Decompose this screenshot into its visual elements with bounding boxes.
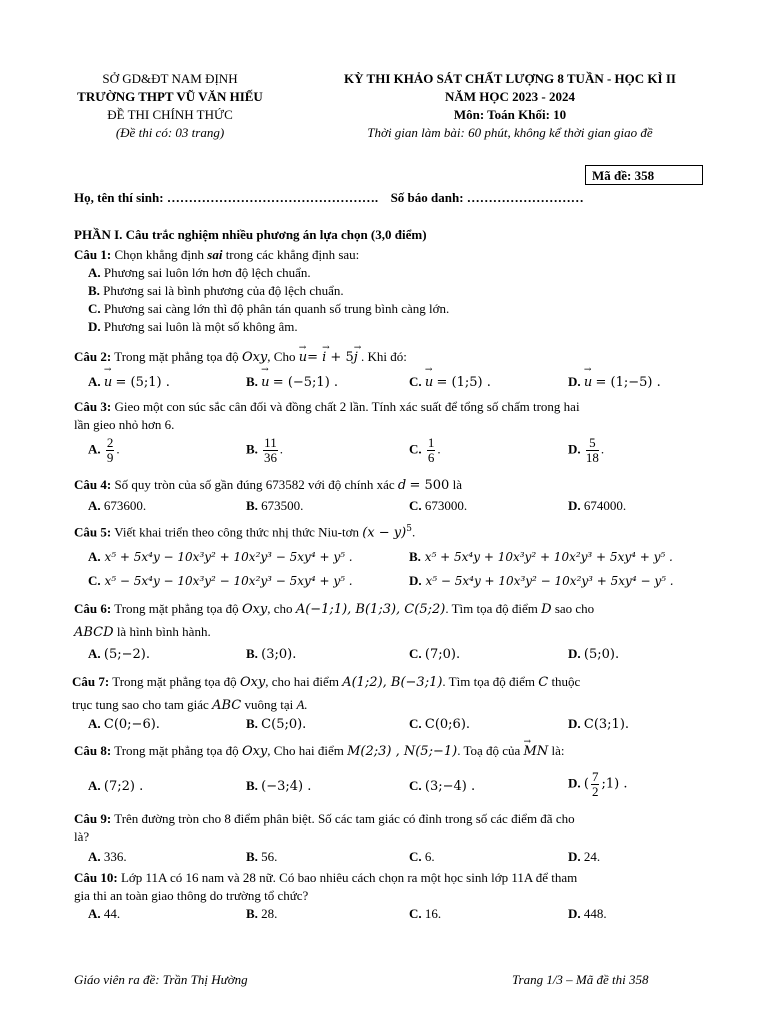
section-title: PHẦN I. Câu trắc nghiệm nhiều phương án lựa chọn (3,0 điểm) bbox=[74, 227, 427, 242]
option-letter: D. bbox=[568, 646, 581, 661]
option-text: x⁵ + 5x⁴y + 10x³y² + 10x²y³ + 5xy⁴ + y⁵ . bbox=[424, 550, 673, 564]
option-letter: C. bbox=[409, 778, 422, 793]
question-9 bbox=[74, 810, 698, 846]
math-d: d bbox=[397, 478, 407, 493]
option-text: 674000. bbox=[583, 498, 627, 513]
math-points: A(1;2), B(−3;1) bbox=[342, 675, 443, 690]
math-c: C bbox=[538, 675, 549, 690]
option-text: 28. bbox=[261, 906, 278, 921]
option-letter: A. bbox=[88, 441, 101, 457]
q5-option-a[interactable] bbox=[88, 549, 353, 565]
question-label: Câu 9: bbox=[74, 811, 112, 826]
q6-option-b[interactable] bbox=[246, 646, 296, 662]
question-text: Gieo một con súc sắc cân đối và đồng chất 2 lần. Tính xác suất để tổng số chấm trong hai bbox=[114, 399, 580, 414]
school-year: NĂM HỌC 2023 - 2024 bbox=[445, 89, 575, 104]
question-text: trong các khẳng định sau: bbox=[222, 247, 360, 262]
question-7 bbox=[72, 673, 698, 715]
question-label: Câu 1: bbox=[74, 247, 112, 262]
vector-u: → u bbox=[299, 349, 307, 367]
official-exam-label: ĐỀ THI CHÍNH THỨC bbox=[107, 107, 233, 122]
option-text: 448. bbox=[583, 906, 607, 921]
fraction bbox=[586, 436, 599, 465]
student-id-field[interactable]: Số báo danh: ……………………… bbox=[390, 190, 584, 205]
option-letter: B. bbox=[246, 441, 258, 457]
question-text: là hình bình hành. bbox=[116, 624, 211, 639]
question-text: . Tìm tọa độ điểm bbox=[445, 601, 538, 616]
option-d[interactable] bbox=[74, 318, 698, 336]
question-1 bbox=[74, 246, 698, 336]
question-8 bbox=[74, 742, 698, 761]
option-letter: D. bbox=[568, 374, 581, 389]
q8-option-b[interactable] bbox=[246, 778, 311, 794]
option-letter: D. bbox=[568, 849, 581, 864]
option-letter: C. bbox=[409, 646, 422, 661]
q8-option-c[interactable] bbox=[409, 778, 475, 794]
question-text: , Cho bbox=[267, 349, 296, 364]
option-letter: A. bbox=[88, 549, 101, 564]
q10-option-a[interactable] bbox=[88, 906, 120, 922]
option-text: 44. bbox=[103, 906, 121, 921]
question-text: Trên đường tròn cho 8 điểm phân biệt. Số các tam giác có đỉnh trong số các điểm đã cho bbox=[114, 811, 575, 826]
option-letter: D. bbox=[568, 906, 581, 921]
question-label: Câu 6: bbox=[74, 601, 112, 616]
option-letter: D. bbox=[568, 498, 581, 513]
fraction bbox=[106, 436, 115, 465]
question-label: Câu 4: bbox=[74, 477, 112, 492]
math-plus: + 5 bbox=[326, 350, 354, 365]
q5-option-d[interactable] bbox=[409, 573, 674, 589]
q3-option-d[interactable]: D. $\frac{5}{18}$ . bbox=[568, 435, 605, 465]
option-text: Phương sai luôn lớn hơn độ lệch chuẩn. bbox=[103, 265, 311, 280]
option-letter: C. bbox=[409, 849, 422, 864]
option-text: x⁵ − 5x⁴y − 10x³y² − 10x²y³ − 5xy⁴ + y⁵ . bbox=[104, 574, 353, 588]
q5-option-b[interactable] bbox=[409, 549, 673, 565]
q8-option-d[interactable] bbox=[568, 770, 627, 799]
q6-option-c[interactable] bbox=[409, 646, 460, 662]
option-text: (−3;4) . bbox=[261, 779, 312, 794]
q2-option-c[interactable] bbox=[409, 374, 491, 390]
subject-line: Môn: Toán Khối: 10 bbox=[453, 107, 567, 122]
vector-u: → u bbox=[261, 375, 269, 390]
option-text: 673600. bbox=[103, 498, 147, 513]
emphasis-text: sai bbox=[207, 247, 223, 262]
question-label: Câu 8: bbox=[74, 743, 112, 758]
q9-option-b[interactable] bbox=[246, 849, 277, 865]
math-points: M(2;3) , N(5;−1) bbox=[347, 744, 458, 759]
question-4 bbox=[74, 476, 698, 495]
q6-option-d[interactable] bbox=[568, 646, 619, 662]
q5-option-c[interactable] bbox=[88, 573, 353, 589]
option-letter: B. bbox=[246, 498, 258, 513]
option-text: ;1) . bbox=[601, 776, 628, 792]
option-letter: C. bbox=[88, 573, 101, 588]
question-text: Trong mặt phẳng tọa độ bbox=[114, 349, 239, 364]
option-letter: B. bbox=[88, 283, 100, 298]
question-text: là? bbox=[74, 829, 90, 844]
question-text: là: bbox=[551, 743, 565, 758]
numerator: 5 bbox=[586, 436, 599, 451]
option-text: (7;0). bbox=[424, 647, 461, 662]
option-letter: B. bbox=[246, 906, 258, 921]
q10-option-d[interactable] bbox=[568, 906, 607, 922]
option-text: C(3;1). bbox=[583, 717, 630, 732]
question-text: Viết khai triển theo công thức nhị thức Niu-tơn bbox=[114, 524, 359, 540]
header-right bbox=[290, 70, 730, 142]
vector-mn: → MN bbox=[524, 743, 549, 761]
numerator: 2 bbox=[106, 435, 114, 450]
q6-option-a[interactable] bbox=[88, 646, 150, 662]
denominator: 2 bbox=[591, 784, 599, 799]
question-text: Lớp 11A có 16 nam và 28 nữ. Có bao nhiêu cách chọn ra một học sinh lớp 11A để tham bbox=[120, 870, 578, 885]
option-text: (7;2) . bbox=[103, 779, 144, 794]
option-letter: B. bbox=[246, 646, 258, 661]
q9-option-a[interactable] bbox=[88, 849, 127, 865]
question-text: , cho hai điểm bbox=[265, 674, 339, 689]
option-letter: D. bbox=[409, 573, 422, 588]
q4-option-d[interactable] bbox=[568, 498, 626, 514]
option-text: Phương sai luôn là một số không âm. bbox=[103, 319, 298, 334]
math-oxy: Oxy bbox=[239, 675, 266, 690]
math-points: A(−1;1), B(1;3), C(5;2) bbox=[295, 602, 446, 617]
question-text: Số quy tròn của số gần đúng 673582 với độ chính xác bbox=[114, 477, 395, 492]
question-5: Câu 5: Viết khai triển theo công thức nhị thức Niu-tơn $(x - y)^5$. bbox=[74, 524, 416, 541]
q7-option-c[interactable] bbox=[409, 716, 470, 732]
option-text: (3;−4) . bbox=[424, 779, 476, 794]
denominator: 9 bbox=[106, 450, 114, 465]
fraction bbox=[263, 436, 278, 465]
question-text: vuông tại bbox=[244, 697, 294, 712]
q3-option-c[interactable]: C. $\frac{1}{6}$ . bbox=[409, 435, 441, 465]
q10-option-b[interactable] bbox=[246, 906, 277, 922]
question-label: Câu 7: bbox=[72, 674, 110, 689]
q4-option-a[interactable] bbox=[88, 498, 146, 514]
option-text: Phương sai càng lớn thì độ phân tán quanh số trung bình càng lớn. bbox=[103, 301, 450, 316]
footer-page-number: Trang 1/3 – Mã đề thi 358 bbox=[512, 972, 649, 987]
page-count-note: (Đề thi có: 03 trang) bbox=[115, 125, 225, 140]
option-letter: D. bbox=[88, 319, 101, 334]
question-text: . Toạ độ của bbox=[457, 743, 521, 758]
q7-option-d[interactable] bbox=[568, 716, 629, 732]
option-text: 16. bbox=[424, 906, 442, 921]
option-letter: B. bbox=[246, 374, 258, 389]
fraction bbox=[427, 436, 436, 465]
q4-option-c[interactable] bbox=[409, 498, 467, 514]
option-letter: B. bbox=[246, 778, 258, 793]
option-letter: A. bbox=[88, 716, 101, 731]
option-text: C(0;−6). bbox=[103, 717, 160, 732]
q9-option-d[interactable] bbox=[568, 849, 600, 865]
question-label: Câu 2: bbox=[74, 349, 112, 364]
option-text: C(0;6). bbox=[424, 717, 471, 732]
math-eq: = bbox=[307, 350, 323, 365]
option-text: x⁵ + 5x⁴y − 10x³y² + 10x²y³ − 5xy⁴ + y⁵ . bbox=[104, 550, 353, 564]
header-left bbox=[40, 70, 300, 142]
exam-title: KỲ THI KHẢO SÁT CHẤT LƯỢNG 8 TUẦN - HỌC KÌ II bbox=[344, 71, 676, 86]
option-text: 673000. bbox=[424, 498, 468, 513]
option-text: Phương sai là bình phương của độ lệch chuẩn. bbox=[103, 283, 344, 298]
question-text: , cho bbox=[267, 601, 293, 616]
option-letter: C. bbox=[409, 441, 422, 457]
question-2 bbox=[74, 348, 698, 367]
option-text: = (−5;1) . bbox=[272, 375, 339, 390]
option-letter: A. bbox=[88, 374, 101, 389]
math-value: = 500 bbox=[409, 478, 450, 493]
math-oxy: Oxy bbox=[241, 744, 268, 759]
math-oxy: Oxy bbox=[241, 350, 268, 365]
option-letter: C. bbox=[88, 301, 101, 316]
option-letter: A. bbox=[88, 849, 101, 864]
option-text: (5;0). bbox=[583, 647, 620, 662]
option-text: = (1;5) . bbox=[436, 375, 491, 390]
option-letter: D. bbox=[568, 441, 581, 457]
question-3 bbox=[74, 398, 698, 434]
vector-u: → u bbox=[104, 375, 112, 390]
question-text: thuộc bbox=[551, 674, 581, 689]
option-text: 24. bbox=[583, 849, 601, 864]
school-name: TRƯỜNG THPT VŨ VĂN HIẾU bbox=[77, 89, 263, 104]
option-letter: A. bbox=[88, 906, 101, 921]
vector-u: → u bbox=[425, 375, 433, 390]
option-letter: A. bbox=[88, 646, 101, 661]
math-d: D bbox=[541, 602, 552, 617]
option-text: C(5;0). bbox=[261, 717, 307, 732]
option-letter: C. bbox=[409, 716, 422, 731]
time-allowed: Thời gian làm bài: 60 phút, không kể thời gian giao đề bbox=[367, 125, 653, 140]
denominator: 36 bbox=[263, 450, 277, 465]
option-letter: A. bbox=[88, 498, 101, 513]
question-text: gia thi an toàn giao thông do trường tổ chức? bbox=[74, 888, 309, 903]
option-letter: A. bbox=[88, 778, 101, 793]
question-6 bbox=[74, 600, 698, 642]
q3-option-a[interactable]: A. $\frac{2}{9}$ . bbox=[88, 435, 120, 465]
q2-option-b[interactable] bbox=[246, 374, 338, 390]
q10-option-c[interactable] bbox=[409, 906, 441, 922]
numerator: 1 bbox=[427, 435, 435, 450]
department-name: SỞ GD&ĐT NAM ĐỊNH bbox=[102, 71, 238, 86]
math-exponent: 5 bbox=[406, 524, 412, 534]
option-letter: B. bbox=[246, 849, 258, 864]
option-text: ( bbox=[583, 776, 589, 792]
question-text: , Cho hai điểm bbox=[267, 743, 344, 758]
q9-option-c[interactable] bbox=[409, 849, 435, 865]
option-letter: C. bbox=[409, 374, 422, 389]
question-label: Câu 10: bbox=[74, 870, 118, 885]
fraction bbox=[591, 770, 600, 799]
option-letter: D. bbox=[568, 775, 581, 791]
option-letter: C. bbox=[409, 498, 422, 513]
q3-option-b[interactable]: B. $\frac{11}{36}$ . bbox=[246, 435, 283, 465]
math-a: A. bbox=[296, 697, 308, 712]
option-text: 6. bbox=[424, 849, 435, 864]
exam-code-box: Mã đề: 358 bbox=[585, 165, 703, 185]
student-info bbox=[74, 189, 584, 207]
option-text: = (1;−5) . bbox=[595, 375, 661, 390]
question-label: Câu 3: bbox=[74, 399, 112, 414]
q8-option-a[interactable] bbox=[88, 778, 143, 794]
question-label: Câu 5: bbox=[74, 524, 112, 540]
option-text: 56. bbox=[261, 849, 278, 864]
option-letter: B. bbox=[409, 549, 421, 564]
math-abcd: ABCD bbox=[74, 625, 114, 640]
q7-option-a[interactable] bbox=[88, 716, 160, 732]
vector-j: → j bbox=[354, 349, 358, 367]
q7-option-b[interactable] bbox=[246, 716, 306, 732]
math-expression: (x − y) bbox=[362, 525, 407, 541]
question-text: lần gieo nhỏ hơn 6. bbox=[74, 417, 175, 432]
vector-i: → i bbox=[322, 349, 326, 367]
vector-u: → u bbox=[584, 375, 592, 390]
option-text: x⁵ − 5x⁴y + 10x³y² − 10x²y³ + 5xy⁴ − y⁵ . bbox=[425, 574, 674, 588]
question-text: Trong mặt phẳng tọa độ bbox=[114, 743, 239, 758]
option-b[interactable] bbox=[74, 282, 698, 300]
denominator: 6 bbox=[427, 450, 435, 465]
question-text: Trong mặt phẳng tọa độ bbox=[114, 601, 239, 616]
question-text: Trong mặt phẳng tọa độ bbox=[112, 674, 237, 689]
footer-teacher: Giáo viên ra đề: Trần Thị Hường bbox=[74, 972, 248, 987]
option-text: (3;0). bbox=[261, 647, 297, 662]
option-c[interactable] bbox=[74, 300, 698, 318]
option-letter: C. bbox=[409, 906, 422, 921]
numerator: 7 bbox=[591, 769, 599, 784]
denominator: 18 bbox=[585, 450, 599, 465]
question-text: Chọn khẳng định bbox=[114, 247, 208, 262]
math-oxy: Oxy bbox=[241, 602, 268, 617]
q2-option-d[interactable] bbox=[568, 374, 661, 390]
question-text: . Khi đó: bbox=[361, 349, 407, 364]
option-text: (5;−2). bbox=[103, 647, 150, 662]
question-text: sao cho bbox=[554, 601, 595, 616]
option-letter: B. bbox=[246, 716, 258, 731]
q2-option-a[interactable] bbox=[88, 374, 170, 390]
question-10 bbox=[74, 869, 698, 905]
math-abc: ABC bbox=[212, 698, 242, 713]
option-letter: A. bbox=[88, 265, 101, 280]
numerator: 11 bbox=[264, 435, 277, 450]
option-text: 336. bbox=[103, 849, 127, 864]
student-name-field[interactable]: Họ, tên thí sinh: …………………………………………. bbox=[74, 190, 379, 205]
option-text: 673500. bbox=[261, 498, 304, 513]
option-letter: D. bbox=[568, 716, 581, 731]
option-a[interactable] bbox=[74, 264, 698, 282]
question-text: . Tìm tọa độ điểm bbox=[442, 674, 535, 689]
q4-option-b[interactable] bbox=[246, 498, 303, 514]
option-text: = (5;1) . bbox=[115, 375, 170, 390]
question-text: trục tung sao cho tam giác bbox=[72, 697, 209, 712]
question-text: là bbox=[452, 477, 462, 492]
